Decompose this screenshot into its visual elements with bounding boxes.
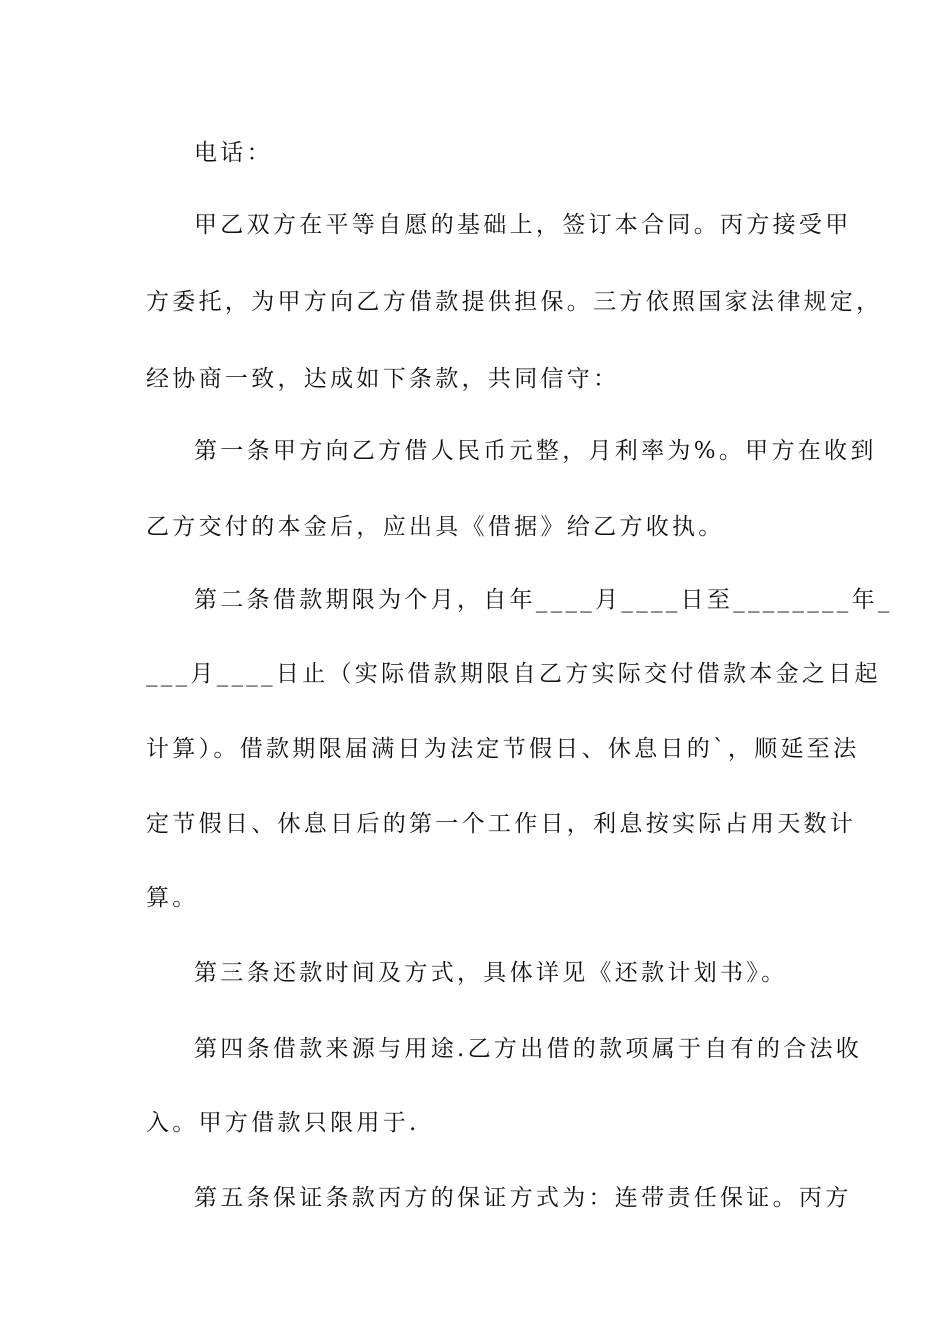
clause-2-line: 算。 [146,885,199,911]
phone-line: 电话： [194,140,273,166]
paragraph-line: 经协商一致，达成如下条款，共同信守： [146,366,620,392]
clause-1-line: 乙方交付的本金后，应出具《借据》给乙方收执。 [146,514,725,540]
clause-1-line: 第一条甲方向乙方借人民币元整，月利率为%。甲方在收到 [194,438,877,464]
clause-2-line: ___月____日止（实际借款期限自乙方实际交付借款本金之日起 [146,661,881,687]
paragraph-line: 甲乙双方在平等自愿的基础上，签订本合同。丙方接受甲 [194,212,852,238]
clause-5-line: 第五条保证条款丙方的保证方式为：连带责任保证。丙方 [194,1185,852,1211]
clause-2-line: 定节假日、休息日后的第一个工作日，利息按实际占用天数计 [146,811,857,837]
paragraph-line: 方委托，为甲方向乙方借款提供担保。三方依照国家法律规定， [146,289,883,315]
clause-2-line: 计算）。借款期限届满日为法定节假日、休息日的`，顺延至法 [146,736,860,762]
clause-3-line: 第三条还款时间及方式，具体详见《还款计划书》。 [194,960,788,986]
clause-2-line: 第二条借款期限为个月，自年____月____日至________年_ [194,587,893,613]
clause-4-line: 入。甲方借款只限用于. [146,1110,420,1136]
clause-4-line: 第四条借款来源与用途.乙方出借的款项属于自有的合法收 [194,1036,863,1062]
